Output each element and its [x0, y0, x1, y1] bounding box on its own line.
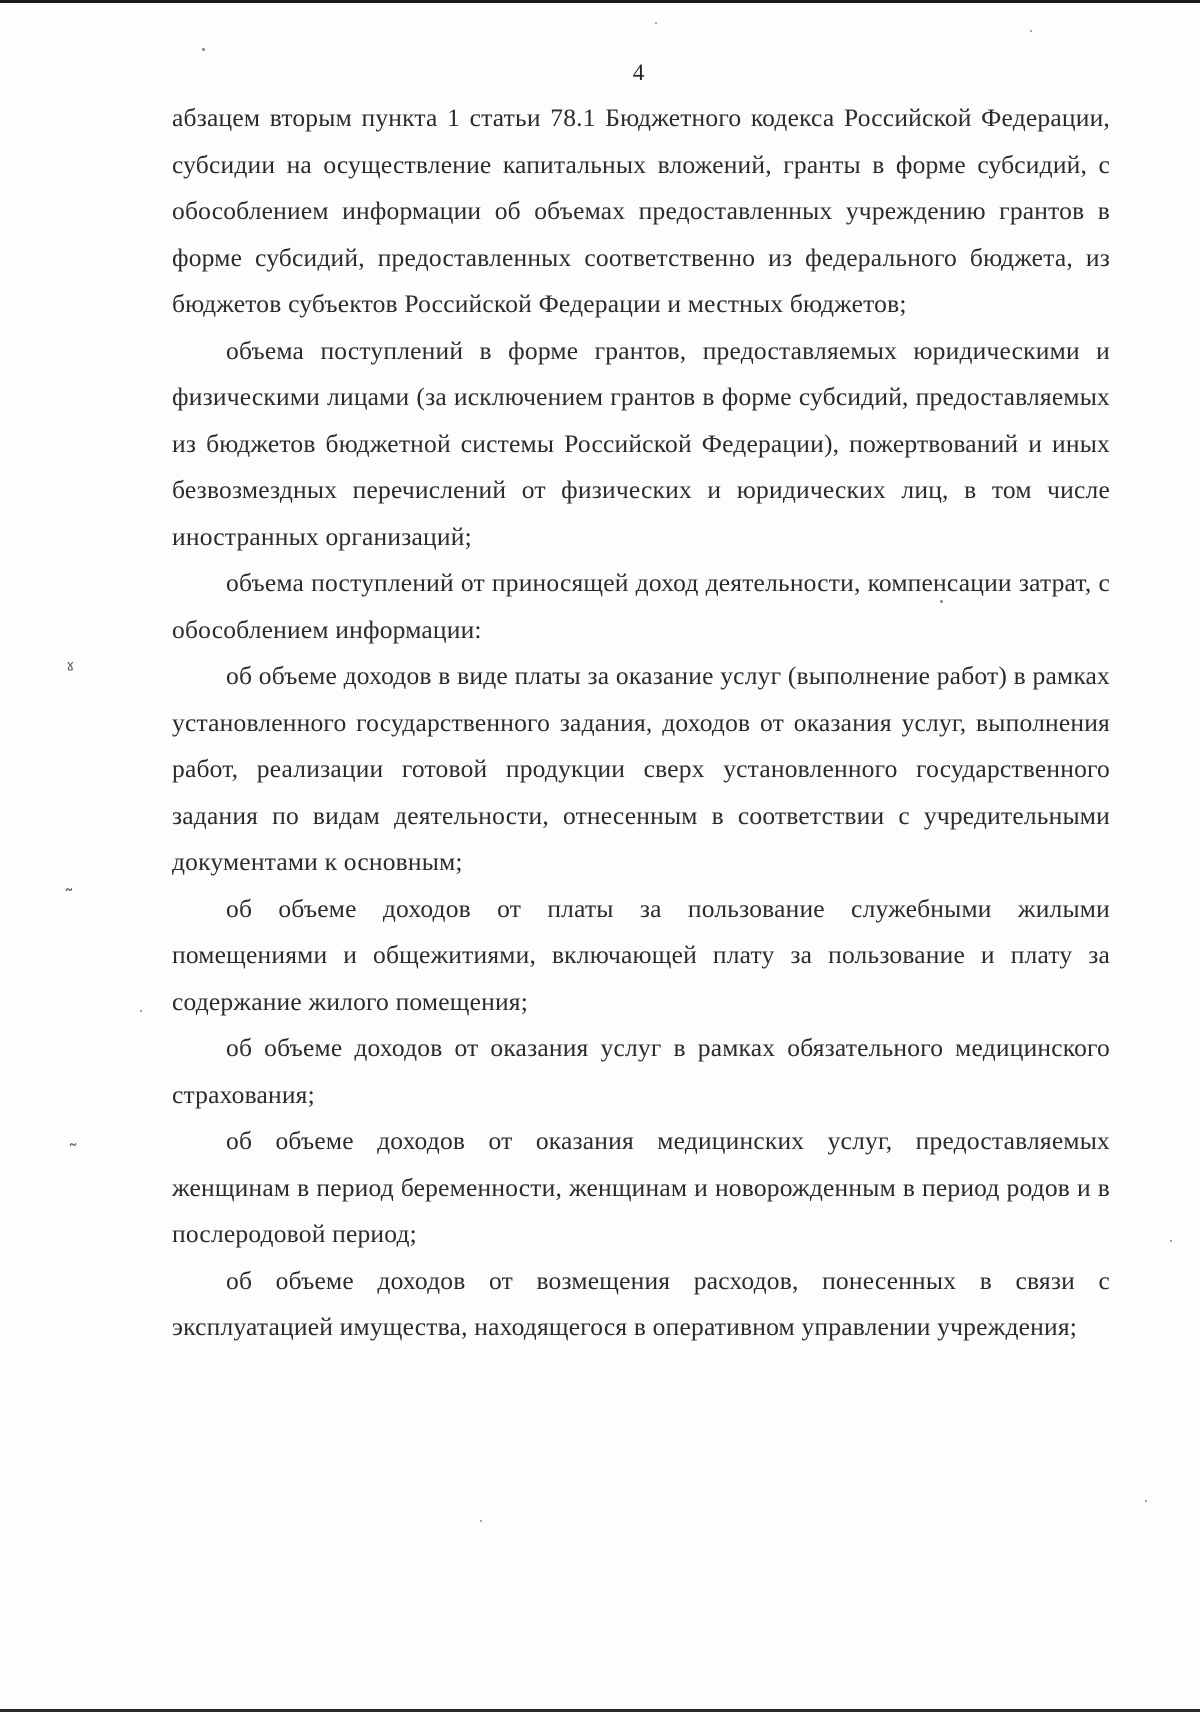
- paragraph-continuation: абзацем вторым пункта 1 статьи 78.1 Бюджетного кодекса Российской Федерации, субсидии на осуществление капитальных вложений, гранты в форме субсидий, с обособлением информации об объемах предоставленных учреждению грантов в форме субсидий, предоставленных соответственно из федерального бюджета, из бюджетов субъектов Российской Федерации и местных бюджетов;: [172, 103, 1110, 318]
- scan-top-edge: [0, 0, 1200, 3]
- scan-speck: [655, 22, 657, 24]
- scan-speck: [1030, 30, 1032, 32]
- scan-mark: ˠ: [66, 656, 75, 680]
- scan-speck: [480, 1520, 482, 1522]
- scan-speck: [1145, 1500, 1147, 1502]
- paragraph-grants-income: объема поступлений в форме грантов, предоставляемых юридическими и физическими лицами (за исключением грантов в форме субсидий, предоставляемых из бюджетов бюджетной системы Российской Федерации), пожертвований и иных безвозмездных перечислений от физических и юридических лиц, в том числе иностранных организаций;: [172, 335, 1110, 551]
- scan-speck: [1170, 1240, 1172, 1242]
- paragraph-maternity-services: об объеме доходов от оказания медицинских услуг, предоставляемых женщинам в период беременности, женщинам и новорожденным в период родов и в послеродовой период;: [172, 1126, 1110, 1248]
- page-number: 4: [632, 60, 645, 85]
- scan-speck: [940, 600, 943, 603]
- scan-mark: ˜: [68, 1140, 78, 1164]
- paragraph-income-generating-activity: объема поступлений от приносящей доход деятельности, компенсации затрат, с обособлением информации:: [172, 568, 1110, 644]
- scan-speck: [202, 48, 205, 51]
- paragraph-property-expenses: об объеме доходов от возмещения расходов, понесенных в связи с эксплуатацией имущества, находящегося в оперативном управлении учреждения;: [172, 1265, 1110, 1341]
- scan-speck: [140, 1010, 142, 1012]
- paragraph-service-fees: об объеме доходов в виде платы за оказание услуг (выполнение работ) в рамках установленного государственного задания, доходов от оказания услуг, выполнения работ, реализации готовой продукции сверх установленного государственного задания по видам деятельности, отнесенным в соответствии с учредительными документами к основным;: [172, 661, 1110, 876]
- paragraph-housing-fees: об объеме доходов от платы за пользование служебными жилыми помещениями и общежитиями, включающей плату за пользование и плату за содержание жилого помещения;: [172, 893, 1110, 1016]
- scan-mark: ˷: [64, 868, 74, 892]
- document-body: [172, 95, 1110, 1351]
- paragraph-medical-insurance: об объеме доходов от оказания услуг в рамках обязательного медицинского страхования;: [172, 1033, 1110, 1109]
